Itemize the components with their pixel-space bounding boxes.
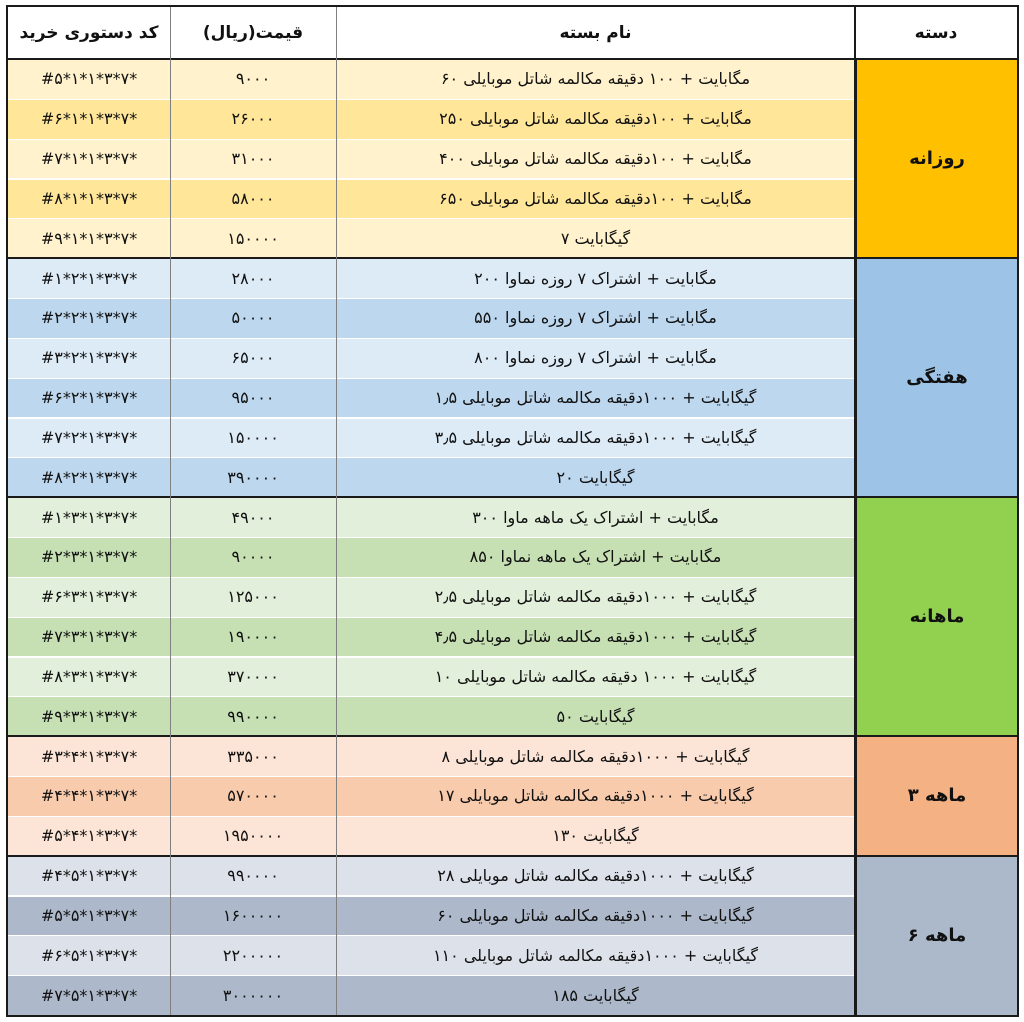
cell-code: #۷*۵*۱*۳*۷* <box>8 975 170 1015</box>
cell-name: ۴۰۰ مگابایت + ۱۰۰دقیقه مکالمه شاتل موبایلی <box>336 139 855 179</box>
cell-price: ۵۸۰۰۰ <box>170 179 336 219</box>
cell-code: #۴*۵*۱*۳*۷* <box>8 856 170 896</box>
header-category: دسته <box>855 7 1017 59</box>
cell-price: ۳۱۰۰۰ <box>170 139 336 179</box>
cell-price: ۴۹۰۰۰ <box>170 497 336 537</box>
cell-name: ۲۸ گیگابایت + ۱۰۰۰دقیقه مکالمه شاتل موبایلی <box>336 856 855 896</box>
cell-code: #۹*۱*۱*۳*۷* <box>8 218 170 258</box>
category-cell: ماهانه <box>855 497 1017 736</box>
package-price-table <box>6 5 1019 1017</box>
row-divider <box>8 975 855 976</box>
cell-price: ۲۶۰۰۰ <box>170 99 336 139</box>
cell-name: ۲٫۵ گیگابایت + ۱۰۰۰دقیقه مکالمه شاتل موبایلی <box>336 577 855 617</box>
group-divider <box>8 855 1017 857</box>
cell-code: #۸*۱*۱*۳*۷* <box>8 179 170 219</box>
header-price: قیمت(ریال) <box>170 7 336 59</box>
cell-name: ۱۸۵ گیگابایت <box>336 975 855 1015</box>
group-divider <box>8 735 1017 737</box>
cell-name: ۲۵۰ مگابایت + ۱۰۰دقیقه مکالمه شاتل موبایلی <box>336 99 855 139</box>
row-divider <box>8 657 855 658</box>
cell-name: ۸۰۰ مگابایت + اشتراک ۷ روزه نماوا <box>336 338 855 378</box>
cell-code: #۷*۳*۱*۳*۷* <box>8 617 170 657</box>
cell-code: #۷*۱*۱*۳*۷* <box>8 139 170 179</box>
cell-name: ۷ گیگابایت <box>336 218 855 258</box>
cell-price: ۹۵۰۰۰ <box>170 378 336 418</box>
cell-price: ۱۹۵۰۰۰۰ <box>170 816 336 856</box>
row-divider <box>8 179 855 180</box>
cell-price: ۱۶۰۰۰۰۰ <box>170 896 336 936</box>
cell-price: ۱۹۰۰۰۰ <box>170 617 336 657</box>
cell-name: ۳۰۰ مگابایت + اشتراک یک ماهه ماوا <box>336 497 855 537</box>
cell-price: ۱۵۰۰۰۰ <box>170 218 336 258</box>
cell-name: ۲۰ گیگابایت <box>336 457 855 497</box>
row-divider <box>8 896 855 897</box>
cell-code: #۶*۳*۱*۳*۷* <box>8 577 170 617</box>
row-divider <box>8 338 855 339</box>
column-divider <box>170 7 171 1015</box>
cell-name: ۳٫۵ گیگابایت + ۱۰۰۰دقیقه مکالمه شاتل موبایلی <box>336 418 855 458</box>
header-divider <box>8 58 1017 60</box>
cell-code: #۱*۳*۱*۳*۷* <box>8 497 170 537</box>
row-divider <box>8 218 855 219</box>
cell-price: ۹۹۰۰۰۰ <box>170 696 336 736</box>
column-divider <box>336 7 337 1015</box>
category-column-divider <box>854 7 856 1015</box>
header-code: کد دستوری خرید <box>8 7 170 59</box>
cell-code: #۶*۲*۱*۳*۷* <box>8 378 170 418</box>
cell-code: #۵*۱*۱*۳*۷* <box>8 59 170 99</box>
row-divider <box>8 378 855 379</box>
cell-code: #۲*۳*۱*۳*۷* <box>8 537 170 577</box>
group-divider <box>8 496 1017 498</box>
cell-name: ۶۵۰ مگابایت + ۱۰۰دقیقه مکالمه شاتل موبایلی <box>336 179 855 219</box>
category-cell: هفتگی <box>855 258 1017 497</box>
cell-price: ۳۹۰۰۰۰ <box>170 457 336 497</box>
row-divider <box>8 696 855 697</box>
row-divider <box>8 99 855 100</box>
row-divider <box>8 776 855 777</box>
cell-name: ۱۳۰ گیگابایت <box>336 816 855 856</box>
cell-code: #۶*۵*۱*۳*۷* <box>8 935 170 975</box>
cell-price: ۳۷۰۰۰۰ <box>170 657 336 697</box>
cell-price: ۶۵۰۰۰ <box>170 338 336 378</box>
cell-name: ۴٫۵ گیگابایت + ۱۰۰۰دقیقه مکالمه شاتل موبایلی <box>336 617 855 657</box>
cell-price: ۱۲۵۰۰۰ <box>170 577 336 617</box>
cell-code: #۸*۳*۱*۳*۷* <box>8 657 170 697</box>
cell-code: #۸*۲*۱*۳*۷* <box>8 457 170 497</box>
cell-code: #۵*۵*۱*۳*۷* <box>8 896 170 936</box>
cell-price: ۳۳۵۰۰۰ <box>170 736 336 776</box>
category-cell: ۶ ماهه <box>855 856 1017 1015</box>
cell-name: ۸ گیگابایت + ۱۰۰۰دقیقه مکالمه شاتل موبایلی <box>336 736 855 776</box>
group-divider <box>8 257 1017 259</box>
row-divider <box>8 418 855 419</box>
cell-name: ۵۵۰ مگابایت + اشتراک ۷ روزه نماوا <box>336 298 855 338</box>
cell-price: ۳۰۰۰۰۰۰ <box>170 975 336 1015</box>
row-divider <box>8 617 855 618</box>
cell-code: #۴*۴*۱*۳*۷* <box>8 776 170 816</box>
cell-code: #۲*۲*۱*۳*۷* <box>8 298 170 338</box>
cell-name: ۵۰ گیگابایت <box>336 696 855 736</box>
cell-price: ۹۹۰۰۰۰ <box>170 856 336 896</box>
row-divider <box>8 298 855 299</box>
cell-code: #۱*۲*۱*۳*۷* <box>8 258 170 298</box>
cell-code: #۳*۲*۱*۳*۷* <box>8 338 170 378</box>
cell-price: ۲۲۰۰۰۰۰ <box>170 935 336 975</box>
row-divider <box>8 537 855 538</box>
row-divider <box>8 935 855 936</box>
cell-code: #۵*۴*۱*۳*۷* <box>8 816 170 856</box>
cell-name: ۶۰ مگابایت + ۱۰۰ دقیقه مکالمه شاتل موبایلی <box>336 59 855 99</box>
cell-code: #۷*۲*۱*۳*۷* <box>8 418 170 458</box>
header-name: نام بسته <box>336 7 855 59</box>
row-divider <box>8 816 855 817</box>
cell-price: ۹۰۰۰۰ <box>170 537 336 577</box>
cell-name: ۱۱۰ گیگابایت + ۱۰۰۰دقیقه مکالمه شاتل موبایلی <box>336 935 855 975</box>
cell-price: ۹۰۰۰ <box>170 59 336 99</box>
cell-name: ۱۰ گیگابایت + ۱۰۰۰ دقیقه مکالمه شاتل موبایلی <box>336 657 855 697</box>
row-divider <box>8 139 855 140</box>
row-divider <box>8 457 855 458</box>
row-divider <box>8 577 855 578</box>
category-cell: روزانه <box>855 59 1017 258</box>
cell-name: ۱۷ گیگابایت + ۱۰۰۰دقیقه مکالمه شاتل موبایلی <box>336 776 855 816</box>
cell-name: ۱٫۵ گیگابایت + ۱۰۰۰دقیقه مکالمه شاتل موبایلی <box>336 378 855 418</box>
cell-code: #۳*۴*۱*۳*۷* <box>8 736 170 776</box>
cell-name: ۶۰ گیگابایت + ۱۰۰۰دقیقه مکالمه شاتل موبایلی <box>336 896 855 936</box>
cell-price: ۱۵۰۰۰۰ <box>170 418 336 458</box>
cell-price: ۵۷۰۰۰۰ <box>170 776 336 816</box>
cell-price: ۵۰۰۰۰ <box>170 298 336 338</box>
category-cell: ۳ ماهه <box>855 736 1017 856</box>
cell-price: ۲۸۰۰۰ <box>170 258 336 298</box>
cell-code: #۹*۳*۱*۳*۷* <box>8 696 170 736</box>
cell-name: ۸۵۰ مگابایت + اشتراک یک ماهه نماوا <box>336 537 855 577</box>
cell-code: #۶*۱*۱*۳*۷* <box>8 99 170 139</box>
cell-name: ۲۰۰ مگابایت + اشتراک ۷ روزه نماوا <box>336 258 855 298</box>
